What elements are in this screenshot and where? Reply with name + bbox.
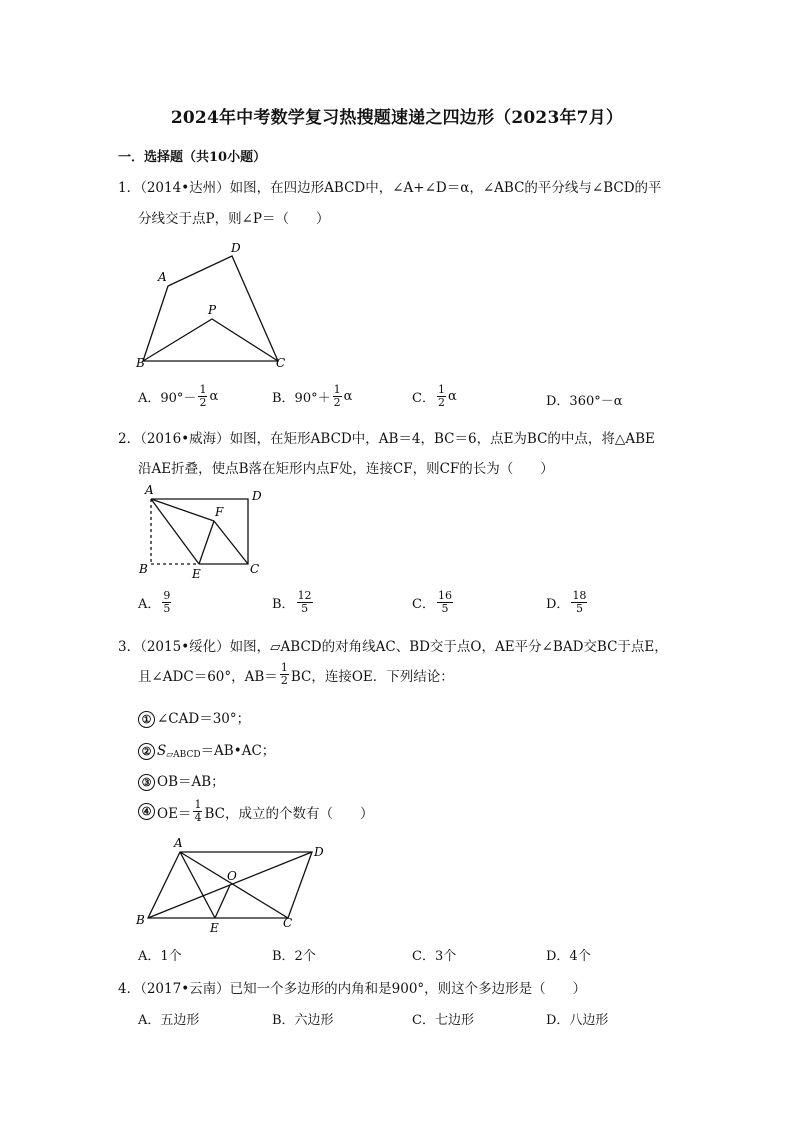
q3-segment-AE [180,852,215,918]
q2-option-b[interactable]: B． $\frac{12}{5}$ [272,589,312,615]
q2-figure [134,484,274,584]
q2-options [138,590,658,620]
q4-option-b[interactable]: B．六边形 [272,1013,334,1028]
q2-label-B: B [139,562,148,576]
q2-line2: 沿AE折叠，使点B落在矩形内点F处，连接CF，则CF的长为（ ） [138,461,554,477]
q3-line2: 且∠ADC＝60°，AB＝ $\frac{1}{2}$ BC，连接OE．下列结论： [138,661,454,687]
q2-fold-AE [151,499,199,564]
q3-line1: 3．（2015•绥化）如图，▱ABCD的对角线AC、BD交于点O，AE平分∠BAD交BC于点E， [118,639,668,655]
q4-line1: 4．（2017•云南）已知一个多边形的内角和是900°，则这个多边形是（ ） [118,981,587,997]
q1-option-d[interactable]: D．360°－α [546,394,623,409]
q3-conclusion-2: ② $S_{▱ABCD}=AB•AC$； [138,739,275,760]
q1-label-C: C [276,356,286,370]
q2-line1: 2．（2016•威海）如图，在矩形ABCD中，AB＝4，BC＝6，点E为BC的中点，将△ABE [118,431,655,447]
q3-conclusion-1: ① ∠CAD＝30°； [138,707,250,728]
q1-label-B: B [136,356,145,370]
q3-label-A: A [174,836,183,850]
q3-options [138,945,658,965]
q3-option-a[interactable]: A．1个 [138,949,182,964]
page-title: 2024年中考数学复习热搜题速递之四边形（2023年7月） [170,108,624,128]
q3-label-D: D [314,845,324,859]
q1-line1: 1．（2014•达州）如图，在四边形ABCD中，∠A+∠D＝α，∠ABC的平分线与∠BCD的平 [118,180,662,196]
q2-label-C: C [250,562,260,576]
q3-option-d[interactable]: D．4个 [546,949,591,964]
section-heading: 一．选择题（共10小题） [118,150,267,165]
q2-option-d[interactable]: D． $\frac{18}{5}$ [546,589,587,615]
q3-label-E: E [210,921,219,935]
q1-option-a[interactable]: A．90°－ $\frac{1}{2}$ α [138,383,219,409]
q3-conclusion-4: ④ OE＝ $\frac{1}{4}$ BC，成立的个数有（ ） [138,799,373,824]
q3-option-b[interactable]: B．2个 [272,949,316,964]
q2-label-E: E [192,567,201,581]
q1-figure [130,236,300,372]
q2-label-A: A [145,484,154,497]
q4-option-a[interactable]: A．五边形 [138,1013,200,1028]
q3-label-B: B [136,913,145,927]
q2-segment-FE [199,521,214,564]
q3-label-C: C [283,916,293,930]
q2-option-c[interactable]: C． $\frac{16}{5}$ [412,589,452,615]
q2-label-D: D [252,489,262,503]
q2-option-a[interactable]: A． $\frac{9}{5}$ [138,589,171,615]
q3-diagonal-AC [180,852,288,918]
q3-conclusion-3: ③ OB＝AB； [138,770,225,791]
q1-options [138,384,658,414]
q4-option-c[interactable]: C．七边形 [412,1013,474,1028]
q2-rectangle [151,499,248,564]
q2-label-F: F [215,505,224,519]
q2-segment-AF [151,499,214,521]
q1-option-c[interactable]: C． $\frac{1}{2}$ α [412,383,457,409]
q1-label-P: P [208,303,217,317]
q1-option-b[interactable]: B．90°＋ $\frac{1}{2}$ α [272,383,353,409]
q4-options [138,1009,658,1029]
q1-line2: 分线交于点P，则∠P＝（ ） [138,211,330,227]
q4-option-d[interactable]: D．八边形 [546,1013,609,1028]
q1-label-A: A [158,270,167,284]
q1-label-D: D [231,241,241,255]
q2-segment-FC [214,521,248,564]
q3-label-O: O [227,869,237,883]
q1-bisectors [143,319,278,361]
q3-option-c[interactable]: C．3个 [412,949,457,964]
q3-figure [130,832,340,940]
